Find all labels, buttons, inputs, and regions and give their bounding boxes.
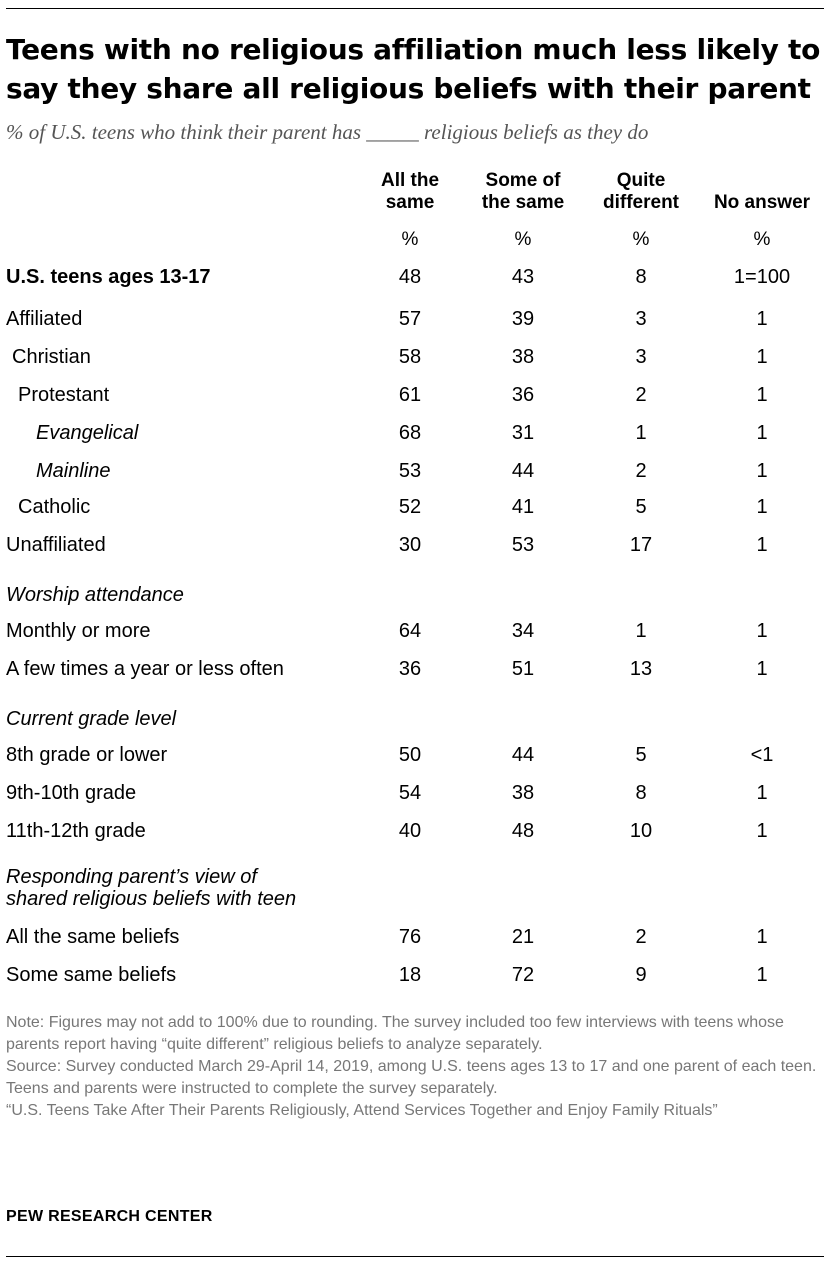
column-header-line: Some of xyxy=(485,170,561,191)
cell-quite-different: 2 xyxy=(635,926,647,948)
row-label: 8th grade or lower xyxy=(6,744,168,766)
cell-some-same: 72 xyxy=(511,964,535,986)
cell-quite-different: 1 xyxy=(635,422,647,444)
table-row xyxy=(0,782,838,812)
cell-all-same: 40 xyxy=(398,820,422,842)
cell-all-same: 64 xyxy=(398,620,422,642)
table-row xyxy=(0,496,838,526)
row-label: Evangelical xyxy=(36,422,139,444)
unit-label: % xyxy=(401,229,419,250)
cell-all-same: 53 xyxy=(398,460,422,482)
footer-logo-text: PEW RESEARCH CENTER xyxy=(6,1208,213,1225)
cell-all-same: 48 xyxy=(398,266,422,288)
row-label: Unaffiliated xyxy=(6,534,106,556)
column-header-line: same xyxy=(385,192,435,213)
cell-no-answer: 1 xyxy=(756,422,768,444)
column-header-line: No answer xyxy=(713,192,811,213)
cell-some-same: 48 xyxy=(511,820,535,842)
section-heading-worship: Worship attendance xyxy=(6,584,184,606)
cell-all-same: 58 xyxy=(398,346,422,368)
unit-label: % xyxy=(753,229,771,250)
row-label: A few times a year or less often xyxy=(6,658,284,680)
chart-title: Teens with no religious affiliation much less likely to say they share all religious beliefs with their parent xyxy=(6,33,821,105)
cell-no-answer: 1=100 xyxy=(733,266,791,288)
cell-quite-different: 2 xyxy=(635,460,647,482)
table-row xyxy=(0,384,838,414)
table-row xyxy=(0,658,838,688)
cell-quite-different: 3 xyxy=(635,308,647,330)
cell-quite-different: 8 xyxy=(635,782,647,804)
cell-all-same: 36 xyxy=(398,658,422,680)
cell-quite-different: 13 xyxy=(629,658,653,680)
cell-no-answer: 1 xyxy=(756,534,768,556)
cell-quite-different: 1 xyxy=(635,620,647,642)
cell-some-same: 31 xyxy=(511,422,535,444)
row-label: Mainline xyxy=(36,460,111,482)
cell-no-answer: 1 xyxy=(756,460,768,482)
cell-all-same: 68 xyxy=(398,422,422,444)
table-row xyxy=(0,460,838,490)
column-header-line: Quite xyxy=(616,170,666,191)
cell-no-answer: 1 xyxy=(756,820,768,842)
unit-label: % xyxy=(514,229,532,250)
table-row xyxy=(0,744,838,774)
cell-quite-different: 17 xyxy=(629,534,653,556)
row-label: 11th-12th grade xyxy=(6,820,146,842)
cell-some-same: 36 xyxy=(511,384,535,406)
cell-all-same: 76 xyxy=(398,926,422,948)
section-heading-parent-view xyxy=(6,866,296,910)
cell-some-same: 41 xyxy=(511,496,535,518)
cell-no-answer: 1 xyxy=(756,964,768,986)
table-row xyxy=(0,346,838,376)
cell-some-same: 21 xyxy=(511,926,535,948)
source-text: Source: Survey conducted March 29-April 14, 2019, among U.S. teens ages 13 to 17 and one parent of each teen. Teens and parents were instructed to complete the survey separately. xyxy=(6,1058,817,1097)
row-label: Affiliated xyxy=(6,308,83,330)
table-row xyxy=(0,422,838,452)
cell-some-same: 34 xyxy=(511,620,535,642)
chart-subtitle: % of U.S. teens who think their parent has _____ religious beliefs as they do xyxy=(6,120,649,144)
chart-notes xyxy=(6,1012,826,1122)
row-label: Catholic xyxy=(18,496,91,518)
row-label: U.S. teens ages 13-17 xyxy=(6,266,211,288)
cell-all-same: 50 xyxy=(398,744,422,766)
row-label: Monthly or more xyxy=(6,620,151,642)
cell-all-same: 18 xyxy=(398,964,422,986)
table-row xyxy=(0,266,838,296)
note-text: Note: Figures may not add to 100% due to rounding. The survey included too few interviews with teens whose parents report having “quite different” religious beliefs to analyze separately. xyxy=(6,1014,784,1053)
cell-some-same: 38 xyxy=(511,782,535,804)
cell-all-same: 54 xyxy=(398,782,422,804)
cell-all-same: 61 xyxy=(398,384,422,406)
cell-no-answer: <1 xyxy=(750,744,774,766)
cell-no-answer: 1 xyxy=(756,308,768,330)
cell-quite-different: 9 xyxy=(635,964,647,986)
unit-label: % xyxy=(632,229,650,250)
column-header-line xyxy=(700,170,824,192)
cell-some-same: 44 xyxy=(511,744,535,766)
column-header-line: different xyxy=(603,192,679,213)
column-header-quite-different xyxy=(590,170,692,214)
cell-no-answer: 1 xyxy=(756,346,768,368)
section-heading-grade: Current grade level xyxy=(6,708,177,730)
section-heading-line: Responding parent’s view of xyxy=(6,866,257,888)
table-row xyxy=(0,820,838,850)
cell-some-same: 53 xyxy=(511,534,535,556)
bottom-rule xyxy=(6,1256,824,1257)
cell-no-answer: 1 xyxy=(756,384,768,406)
cell-no-answer: 1 xyxy=(756,658,768,680)
row-label: All the same beliefs xyxy=(6,926,180,948)
cell-all-same: 57 xyxy=(398,308,422,330)
column-header-some-same xyxy=(467,170,579,214)
column-header-all-same xyxy=(370,170,450,214)
cell-some-same: 51 xyxy=(511,658,535,680)
table-row xyxy=(0,926,838,956)
cell-quite-different: 3 xyxy=(635,346,647,368)
column-header-line: the same xyxy=(481,192,565,213)
table-row xyxy=(0,964,838,994)
table-row xyxy=(0,620,838,650)
cell-some-same: 44 xyxy=(511,460,535,482)
cell-no-answer: 1 xyxy=(756,926,768,948)
cell-quite-different: 2 xyxy=(635,384,647,406)
cell-some-same: 39 xyxy=(511,308,535,330)
row-label: Some same beliefs xyxy=(6,964,177,986)
cell-quite-different: 5 xyxy=(635,744,647,766)
cell-no-answer: 1 xyxy=(756,496,768,518)
table-row xyxy=(0,308,838,338)
row-label: Christian xyxy=(12,346,91,368)
cell-quite-different: 8 xyxy=(635,266,647,288)
cell-quite-different: 10 xyxy=(629,820,653,842)
table-row xyxy=(0,534,838,564)
cell-all-same: 30 xyxy=(398,534,422,556)
report-title-text: “U.S. Teens Take After Their Parents Religiously, Attend Services Together and Enjoy Family Rituals” xyxy=(6,1102,718,1119)
column-header-no-answer xyxy=(700,170,824,214)
column-header-line: All the xyxy=(380,170,440,191)
cell-no-answer: 1 xyxy=(756,620,768,642)
cell-some-same: 43 xyxy=(511,266,535,288)
row-label: Protestant xyxy=(18,384,110,406)
cell-quite-different: 5 xyxy=(635,496,647,518)
cell-some-same: 38 xyxy=(511,346,535,368)
top-rule xyxy=(6,8,824,9)
row-label: 9th-10th grade xyxy=(6,782,137,804)
cell-all-same: 52 xyxy=(398,496,422,518)
cell-no-answer: 1 xyxy=(756,782,768,804)
section-heading-line: shared religious beliefs with teen xyxy=(6,888,297,910)
